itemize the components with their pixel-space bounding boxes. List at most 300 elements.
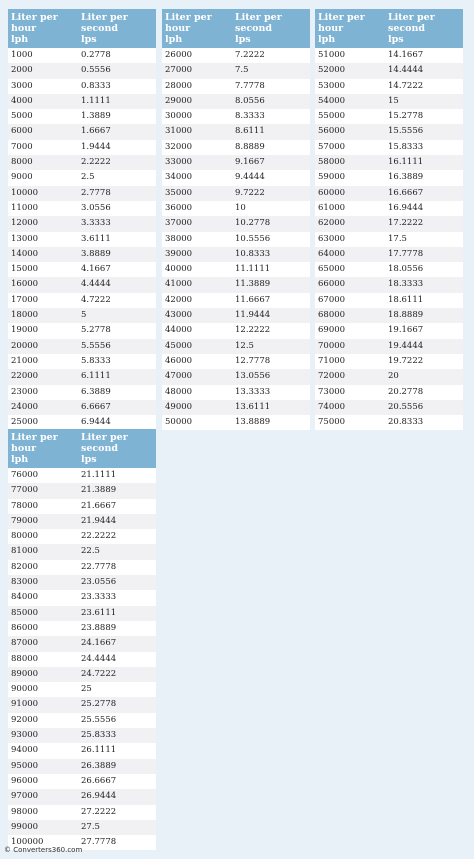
lph-value: 45000 xyxy=(162,339,232,354)
lph-value: 92000 xyxy=(8,713,78,728)
lps-value: 23.0556 xyxy=(78,575,156,590)
header-liter-per-second: Liter per second lps xyxy=(78,429,156,468)
table-row xyxy=(162,415,310,430)
lps-value: 16.1111 xyxy=(385,155,463,170)
lps-value: 1.1111 xyxy=(78,94,156,109)
lps-value: 3.6111 xyxy=(78,232,156,247)
table-row xyxy=(8,155,156,170)
table-header-row xyxy=(315,9,463,48)
lph-value: 2000 xyxy=(8,63,78,78)
lph-value: 86000 xyxy=(8,621,78,636)
header-liter-per-second: Liter per second lps xyxy=(78,9,156,48)
lph-value: 79000 xyxy=(8,514,78,529)
lps-value: 11.9444 xyxy=(232,308,310,323)
lps-value: 12.2222 xyxy=(232,323,310,338)
lps-value: 23.3333 xyxy=(78,590,156,605)
table-row xyxy=(315,186,463,201)
lps-value: 17.2222 xyxy=(385,216,463,231)
lps-value: 5 xyxy=(78,308,156,323)
table-row xyxy=(315,339,463,354)
table-row xyxy=(315,415,463,430)
lph-value: 23000 xyxy=(8,385,78,400)
table-header-row xyxy=(8,429,156,468)
table-row xyxy=(8,232,156,247)
lps-value: 21.9444 xyxy=(78,514,156,529)
table-row xyxy=(162,155,310,170)
table-row xyxy=(8,789,156,804)
lps-value: 20.8333 xyxy=(385,415,463,430)
table-row xyxy=(315,354,463,369)
lph-value: 74000 xyxy=(315,400,385,415)
lph-value: 31000 xyxy=(162,124,232,139)
lps-value: 21.3889 xyxy=(78,483,156,498)
lps-value: 24.7222 xyxy=(78,667,156,682)
table-row xyxy=(8,293,156,308)
table-row xyxy=(315,79,463,94)
lps-value: 7.2222 xyxy=(232,48,310,63)
lps-value: 19.1667 xyxy=(385,323,463,338)
header-liter-per-second: Liter per second lps xyxy=(232,9,310,48)
lps-value: 11.3889 xyxy=(232,277,310,292)
lps-value: 2.7778 xyxy=(78,186,156,201)
lph-value: 77000 xyxy=(8,483,78,498)
lph-value: 80000 xyxy=(8,529,78,544)
lph-value: 91000 xyxy=(8,697,78,712)
lph-value: 14000 xyxy=(8,247,78,262)
lph-value: 22000 xyxy=(8,369,78,384)
lps-value: 15.5556 xyxy=(385,124,463,139)
table-row xyxy=(315,262,463,277)
lph-value: 81000 xyxy=(8,544,78,559)
conversion-table-2 xyxy=(162,9,310,430)
table-row xyxy=(162,48,310,63)
lph-value: 62000 xyxy=(315,216,385,231)
lps-value: 22.2222 xyxy=(78,529,156,544)
lps-value: 25 xyxy=(78,682,156,697)
header-liter-per-hour: Liter per hour lph xyxy=(8,9,78,48)
lph-value: 47000 xyxy=(162,369,232,384)
lph-value: 67000 xyxy=(315,293,385,308)
table-row xyxy=(315,247,463,262)
table-row xyxy=(162,124,310,139)
lps-value: 13.3333 xyxy=(232,385,310,400)
table-row xyxy=(315,140,463,155)
table-row xyxy=(8,94,156,109)
lph-value: 51000 xyxy=(315,48,385,63)
lps-value: 17.5 xyxy=(385,232,463,247)
lps-value: 19.7222 xyxy=(385,354,463,369)
lps-value: 10.8333 xyxy=(232,247,310,262)
lph-value: 42000 xyxy=(162,293,232,308)
table-row xyxy=(162,232,310,247)
lps-value: 9.1667 xyxy=(232,155,310,170)
lps-value: 3.0556 xyxy=(78,201,156,216)
lph-value: 58000 xyxy=(315,155,385,170)
lph-value: 84000 xyxy=(8,590,78,605)
lph-value: 96000 xyxy=(8,774,78,789)
lps-value: 8.0556 xyxy=(232,94,310,109)
lph-value: 26000 xyxy=(162,48,232,63)
lph-value: 60000 xyxy=(315,186,385,201)
lps-value: 27.7778 xyxy=(78,835,156,850)
table-row xyxy=(162,79,310,94)
table-row xyxy=(8,483,156,498)
table-row xyxy=(315,63,463,78)
table-row xyxy=(315,216,463,231)
table-row xyxy=(8,774,156,789)
table-row xyxy=(315,400,463,415)
lps-value: 25.5556 xyxy=(78,713,156,728)
table-row xyxy=(8,499,156,514)
lph-value: 72000 xyxy=(315,369,385,384)
lph-value: 94000 xyxy=(8,743,78,758)
table-row xyxy=(8,308,156,323)
table-row xyxy=(8,621,156,636)
lps-value: 4.7222 xyxy=(78,293,156,308)
lph-value: 39000 xyxy=(162,247,232,262)
table-row xyxy=(162,262,310,277)
lph-value: 36000 xyxy=(162,201,232,216)
lps-value: 21.1111 xyxy=(78,468,156,483)
lph-value: 88000 xyxy=(8,652,78,667)
header-liter-per-hour: Liter per hour lph xyxy=(8,429,78,468)
lps-value: 21.6667 xyxy=(78,499,156,514)
header-liter-per-hour: Liter per hour lph xyxy=(315,9,385,48)
lph-value: 5000 xyxy=(8,109,78,124)
table-row xyxy=(315,48,463,63)
lps-value: 6.9444 xyxy=(78,415,156,430)
lph-value: 17000 xyxy=(8,293,78,308)
table-header-row xyxy=(162,9,310,48)
lps-value: 13.0556 xyxy=(232,369,310,384)
lps-value: 1.3889 xyxy=(78,109,156,124)
lps-value: 10.5556 xyxy=(232,232,310,247)
table-row xyxy=(162,308,310,323)
table-row xyxy=(162,247,310,262)
table-row xyxy=(8,652,156,667)
lph-value: 48000 xyxy=(162,385,232,400)
lps-value: 9.4444 xyxy=(232,170,310,185)
lph-value: 95000 xyxy=(8,759,78,774)
table-row xyxy=(8,140,156,155)
table-row xyxy=(162,63,310,78)
lph-value: 57000 xyxy=(315,140,385,155)
lph-value: 21000 xyxy=(8,354,78,369)
lps-value: 5.2778 xyxy=(78,323,156,338)
lph-value: 73000 xyxy=(315,385,385,400)
lph-value: 56000 xyxy=(315,124,385,139)
lph-value: 83000 xyxy=(8,575,78,590)
footer-copyright: © Converters360.com xyxy=(4,846,83,854)
lph-value: 90000 xyxy=(8,682,78,697)
lph-value: 11000 xyxy=(8,201,78,216)
lps-value: 4.1667 xyxy=(78,262,156,277)
table-row xyxy=(8,728,156,743)
table-header-row xyxy=(8,9,156,48)
table-row xyxy=(162,354,310,369)
lph-value: 20000 xyxy=(8,339,78,354)
lph-value: 43000 xyxy=(162,308,232,323)
table-row xyxy=(315,124,463,139)
header-liter-per-hour: Liter per hour lph xyxy=(162,9,232,48)
lps-value: 25.2778 xyxy=(78,697,156,712)
table-row xyxy=(8,544,156,559)
lph-value: 35000 xyxy=(162,186,232,201)
lps-value: 5.5556 xyxy=(78,339,156,354)
lps-value: 20 xyxy=(385,369,463,384)
lph-value: 63000 xyxy=(315,232,385,247)
lph-value: 98000 xyxy=(8,805,78,820)
table-row xyxy=(8,48,156,63)
lph-value: 24000 xyxy=(8,400,78,415)
table-row xyxy=(8,124,156,139)
lps-value: 15 xyxy=(385,94,463,109)
table-row xyxy=(315,277,463,292)
table-row xyxy=(8,323,156,338)
lps-value: 20.5556 xyxy=(385,400,463,415)
table-row xyxy=(8,743,156,758)
lph-value: 7000 xyxy=(8,140,78,155)
lps-value: 18.6111 xyxy=(385,293,463,308)
lps-value: 8.3333 xyxy=(232,109,310,124)
lph-value: 18000 xyxy=(8,308,78,323)
lph-value: 65000 xyxy=(315,262,385,277)
lph-value: 15000 xyxy=(8,262,78,277)
table-row xyxy=(315,293,463,308)
lps-value: 10.2778 xyxy=(232,216,310,231)
lph-value: 61000 xyxy=(315,201,385,216)
lps-value: 25.8333 xyxy=(78,728,156,743)
table-row xyxy=(315,109,463,124)
lph-value: 33000 xyxy=(162,155,232,170)
table-row xyxy=(162,369,310,384)
table-row xyxy=(8,339,156,354)
table-row xyxy=(8,560,156,575)
lps-value: 8.6111 xyxy=(232,124,310,139)
table-row xyxy=(162,94,310,109)
table-row xyxy=(162,216,310,231)
lps-value: 14.4444 xyxy=(385,63,463,78)
table-row xyxy=(315,94,463,109)
lps-value: 26.3889 xyxy=(78,759,156,774)
lps-value: 15.8333 xyxy=(385,140,463,155)
lps-value: 13.6111 xyxy=(232,400,310,415)
lps-value: 6.3889 xyxy=(78,385,156,400)
lps-value: 14.1667 xyxy=(385,48,463,63)
table-row xyxy=(315,369,463,384)
lps-value: 4.4444 xyxy=(78,277,156,292)
lps-value: 22.7778 xyxy=(78,560,156,575)
table-row xyxy=(8,606,156,621)
lps-value: 16.9444 xyxy=(385,201,463,216)
conversion-table-1 xyxy=(8,9,156,430)
lps-value: 26.9444 xyxy=(78,789,156,804)
lps-value: 3.8889 xyxy=(78,247,156,262)
table-row xyxy=(162,323,310,338)
table-row xyxy=(315,201,463,216)
lph-value: 55000 xyxy=(315,109,385,124)
lps-value: 24.1667 xyxy=(78,636,156,651)
table-row xyxy=(8,369,156,384)
table-row xyxy=(8,590,156,605)
lps-value: 3.3333 xyxy=(78,216,156,231)
lph-value: 68000 xyxy=(315,308,385,323)
lps-value: 8.8889 xyxy=(232,140,310,155)
table-row xyxy=(8,636,156,651)
lps-value: 26.6667 xyxy=(78,774,156,789)
table-row xyxy=(8,713,156,728)
lph-value: 40000 xyxy=(162,262,232,277)
lph-value: 50000 xyxy=(162,415,232,430)
table-row xyxy=(8,697,156,712)
lps-value: 16.6667 xyxy=(385,186,463,201)
lps-value: 12.5 xyxy=(232,339,310,354)
lph-value: 89000 xyxy=(8,667,78,682)
lph-value: 41000 xyxy=(162,277,232,292)
lph-value: 75000 xyxy=(315,415,385,430)
lph-value: 64000 xyxy=(315,247,385,262)
table-row xyxy=(8,186,156,201)
lph-value: 49000 xyxy=(162,400,232,415)
table-row xyxy=(8,805,156,820)
lph-value: 82000 xyxy=(8,560,78,575)
lps-value: 0.8333 xyxy=(78,79,156,94)
lph-value: 29000 xyxy=(162,94,232,109)
table-row xyxy=(8,170,156,185)
lph-value: 1000 xyxy=(8,48,78,63)
lps-value: 0.2778 xyxy=(78,48,156,63)
lps-value: 11.1111 xyxy=(232,262,310,277)
lps-value: 6.6667 xyxy=(78,400,156,415)
table-row xyxy=(8,79,156,94)
table-row xyxy=(8,759,156,774)
table-row xyxy=(315,323,463,338)
lps-value: 14.7222 xyxy=(385,79,463,94)
lps-value: 17.7778 xyxy=(385,247,463,262)
lph-value: 13000 xyxy=(8,232,78,247)
lph-value: 30000 xyxy=(162,109,232,124)
lph-value: 100000 xyxy=(8,835,78,850)
lps-value: 12.7778 xyxy=(232,354,310,369)
lph-value: 34000 xyxy=(162,170,232,185)
lph-value: 9000 xyxy=(8,170,78,185)
table-row xyxy=(8,201,156,216)
lph-value: 6000 xyxy=(8,124,78,139)
table-row xyxy=(8,109,156,124)
lph-value: 87000 xyxy=(8,636,78,651)
lps-value: 18.0556 xyxy=(385,262,463,277)
lph-value: 32000 xyxy=(162,140,232,155)
lps-value: 13.8889 xyxy=(232,415,310,430)
table-row xyxy=(162,109,310,124)
table-row xyxy=(8,682,156,697)
lph-value: 54000 xyxy=(315,94,385,109)
lph-value: 66000 xyxy=(315,277,385,292)
lps-value: 6.1111 xyxy=(78,369,156,384)
table-row xyxy=(8,247,156,262)
table-row xyxy=(8,514,156,529)
table-row xyxy=(8,63,156,78)
conversion-table-3 xyxy=(315,9,463,430)
lph-value: 10000 xyxy=(8,186,78,201)
lps-value: 18.8889 xyxy=(385,308,463,323)
lph-value: 19000 xyxy=(8,323,78,338)
lps-value: 27.5 xyxy=(78,820,156,835)
lps-value: 26.1111 xyxy=(78,743,156,758)
lph-value: 27000 xyxy=(162,63,232,78)
lps-value: 2.2222 xyxy=(78,155,156,170)
lph-value: 4000 xyxy=(8,94,78,109)
table-row xyxy=(315,155,463,170)
lps-value: 18.3333 xyxy=(385,277,463,292)
lph-value: 69000 xyxy=(315,323,385,338)
table-row xyxy=(8,400,156,415)
lps-value: 10 xyxy=(232,201,310,216)
table-row xyxy=(8,262,156,277)
lph-value: 97000 xyxy=(8,789,78,804)
lps-value: 7.5 xyxy=(232,63,310,78)
lph-value: 99000 xyxy=(8,820,78,835)
table-row xyxy=(162,186,310,201)
table-row xyxy=(8,216,156,231)
lps-value: 20.2778 xyxy=(385,385,463,400)
table-row xyxy=(162,277,310,292)
lph-value: 44000 xyxy=(162,323,232,338)
table-row xyxy=(8,529,156,544)
lps-value: 2.5 xyxy=(78,170,156,185)
table-row xyxy=(8,385,156,400)
table-row xyxy=(8,667,156,682)
lph-value: 46000 xyxy=(162,354,232,369)
lph-value: 8000 xyxy=(8,155,78,170)
table-row xyxy=(8,468,156,483)
lph-value: 85000 xyxy=(8,606,78,621)
lps-value: 16.3889 xyxy=(385,170,463,185)
lph-value: 93000 xyxy=(8,728,78,743)
lps-value: 23.6111 xyxy=(78,606,156,621)
lph-value: 70000 xyxy=(315,339,385,354)
lps-value: 1.6667 xyxy=(78,124,156,139)
table-row xyxy=(162,385,310,400)
lps-value: 1.9444 xyxy=(78,140,156,155)
table-row xyxy=(162,140,310,155)
lps-value: 23.8889 xyxy=(78,621,156,636)
lps-value: 0.5556 xyxy=(78,63,156,78)
table-row xyxy=(162,293,310,308)
lps-value: 9.7222 xyxy=(232,186,310,201)
lps-value: 27.2222 xyxy=(78,805,156,820)
table-row xyxy=(162,400,310,415)
lph-value: 71000 xyxy=(315,354,385,369)
lph-value: 25000 xyxy=(8,415,78,430)
lph-value: 76000 xyxy=(8,468,78,483)
table-row xyxy=(8,354,156,369)
conversion-table-4 xyxy=(8,429,156,850)
table-row xyxy=(162,201,310,216)
lps-value: 19.4444 xyxy=(385,339,463,354)
header-liter-per-second: Liter per second lps xyxy=(385,9,463,48)
table-row xyxy=(315,385,463,400)
table-row xyxy=(8,820,156,835)
lph-value: 16000 xyxy=(8,277,78,292)
lph-value: 78000 xyxy=(8,499,78,514)
lph-value: 59000 xyxy=(315,170,385,185)
lps-value: 11.6667 xyxy=(232,293,310,308)
lps-value: 15.2778 xyxy=(385,109,463,124)
table-row xyxy=(8,575,156,590)
table-row xyxy=(315,308,463,323)
lph-value: 28000 xyxy=(162,79,232,94)
